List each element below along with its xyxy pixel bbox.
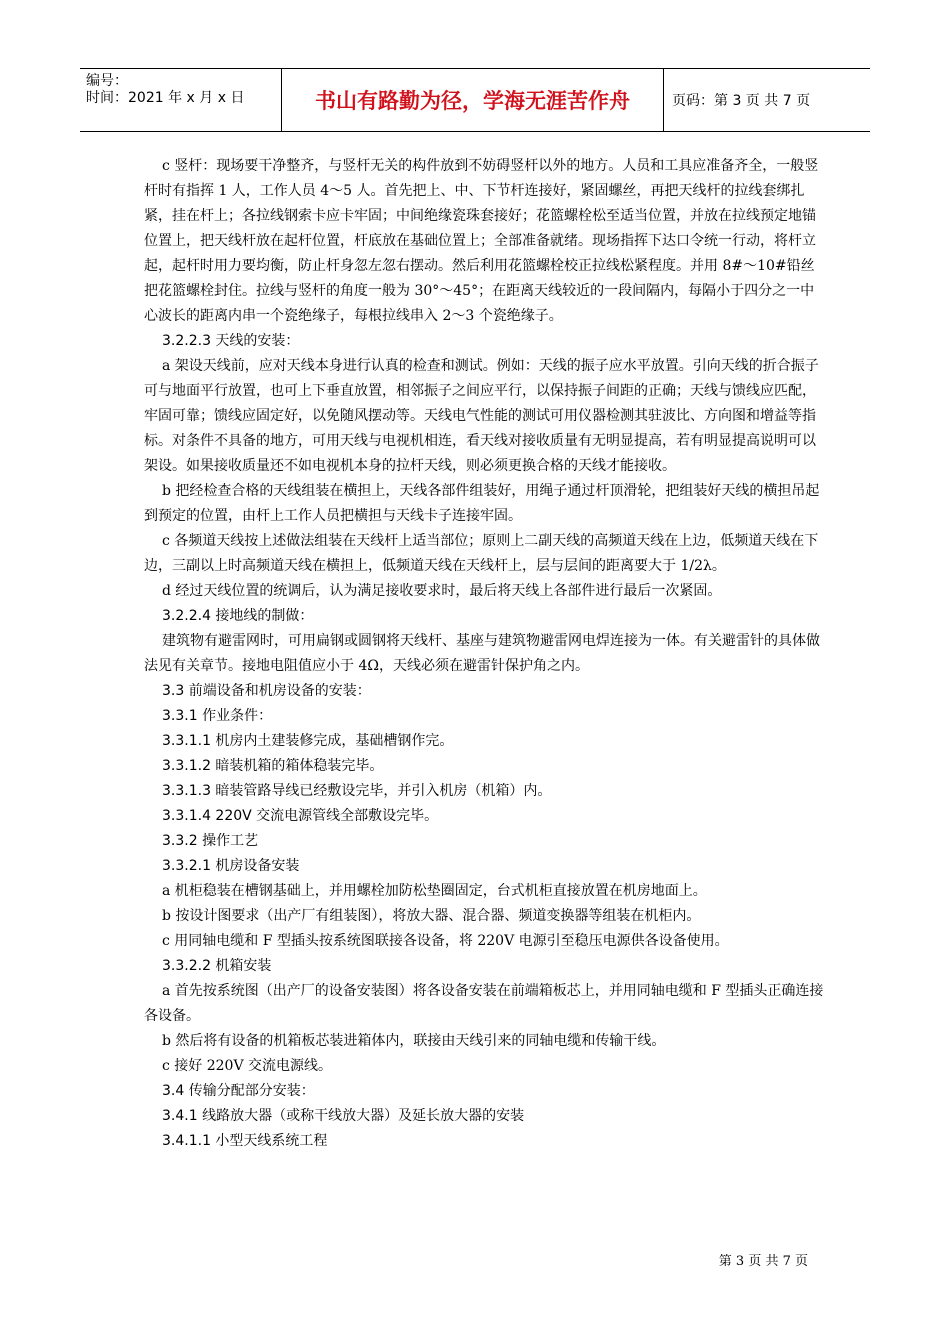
doc-number-label: 编号： bbox=[86, 73, 128, 89]
section-heading: 3.3.2.1 机房设备安装 bbox=[162, 858, 300, 874]
header-meta bbox=[80, 69, 282, 131]
section-heading: 3.4.1 线路放大器（或称干线放大器）及延长放大器的安装 bbox=[162, 1108, 525, 1124]
paragraph: b 把经检查合格的天线组装在横担上，天线各部件组装好，用绳子通过杆顶滑轮，把组装好天线的横担吊起到预定的位置，由杆上工作人员把横担与天线卡子连接牢固。 bbox=[144, 483, 820, 524]
paragraph: c 用同轴电缆和 F 型插头按系统图联接各设备，将 220V 电源引至稳压电源供各设备使用。 bbox=[162, 933, 729, 949]
header-motto: 书山有路勤为径，学海无涯苦作舟 bbox=[282, 69, 664, 131]
section-heading: 3.4 传输分配部分安装： bbox=[162, 1083, 315, 1099]
paragraph: 建筑物有避雷网时，可用扁钢或圆钢将天线杆、基座与建筑物避雷网电焊连接为一体。有关避雷针的具体做法见有关章节。接地电阻值应小于 4Ω，天线必须在避雷针保护角之内。 bbox=[144, 633, 820, 674]
section-heading: 3.3.1 作业条件： bbox=[162, 708, 273, 724]
section-heading: 3.2.2.3 天线的安装： bbox=[162, 333, 300, 349]
paragraph: b 按设计图要求（出产厂有组装图），将放大器、混合器、频道变换器等组装在机柜内。 bbox=[162, 908, 701, 924]
section-heading: 3.3.1.4 220V 交流电源管线全部敷设完毕。 bbox=[162, 808, 439, 824]
document-body bbox=[144, 154, 824, 1154]
paragraph: c 竖杆：现场要干净整齐，与竖杆无关的构件放到不妨碍竖杆以外的地方。人员和工具应准备齐全，一般竖杆时有指挥 1 人，工作人员 4～5 人。首先把上、中、下节杆连接好，紧固螺丝，再把天线杆的拉线套绑扎紧，挂在杆上；各拉线钢索卡应卡牢固；中间绝缘瓷珠套接好；花篮螺栓松至适当位置，并放在拉线预定地锚位置上，把天线杆放在起杆位置，杆底放在基础位置上；全部准备就绪。现场指挥下达口令统一行动，将杆立起，起杆时用力要均衡，防止杆身忽左忽右摆动。然后利用花篮螺栓校正拉线松紧程度。并用 8#～10#铅丝把花篮螺栓封住。拉线与竖杆的角度一般为 30°～45°；在距离天线较近的一段间隔内，每隔小于四分之一中心波长的距离内串一个瓷绝缘子，每根拉线串入 2～3 个瓷绝缘子。 bbox=[144, 158, 819, 324]
paragraph: d 经过天线位置的统调后，认为满足接收要求时，最后将天线上各部件进行最后一次紧固。 bbox=[162, 583, 722, 599]
section-heading: 3.3.2.2 机箱安装 bbox=[162, 958, 272, 974]
section-heading: 3.3.2 操作工艺 bbox=[162, 833, 259, 849]
section-heading: 3.3 前端设备和机房设备的安装： bbox=[162, 683, 371, 699]
paragraph: a 机柜稳装在槽钢基础上，并用螺栓加防松垫圈固定，台式机柜直接放置在机房地面上。 bbox=[162, 883, 707, 899]
header-page-info: 页码：第 3 页 共 7 页 bbox=[672, 93, 811, 109]
section-heading: 3.3.1.1 机房内土建装修完成，基础槽钢作完。 bbox=[162, 733, 454, 749]
paragraph: a 架设天线前，应对天线本身进行认真的检查和测试。例如：天线的振子应水平放置。引向天线的折合振子可与地面平行放置，也可上下垂直放置，相邻振子之间应平行，以保持振子间距的正确；天线与馈线应匹配，牢固可靠；馈线应固定好，以免随风摆动等。天线电气性能的测试可用仪器检测其驻波比、方向图和增益等指标。对条件不具备的地方，可用天线与电视机相连，看天线对接收质量有无明显提高，若有明显提高说明可以架设。如果接收质量还不如电视机本身的拉杆天线，则必须更换合格的天线才能接收。 bbox=[144, 358, 819, 474]
section-heading: 3.2.2.4 接地线的制做： bbox=[162, 608, 314, 624]
paragraph: b 然后将有设备的机箱板芯装进箱体内，联接由天线引来的同轴电缆和传输干线。 bbox=[162, 1033, 666, 1049]
paragraph: a 首先按系统图（出产厂的设备安装图）将各设备安装在前端箱板芯上，并用同轴电缆和 F 型插头正确连接各设备。 bbox=[144, 983, 824, 1024]
paragraph: c 接好 220V 交流电源线。 bbox=[162, 1058, 333, 1074]
doc-time-label: 时间：2021 年 x 月 x 日 bbox=[86, 90, 245, 106]
paragraph: c 各频道天线按上述做法组装在天线杆上适当部位；原则上二副天线的高频道天线在上边，低频道天线在下边，三副以上时高频道天线在横担上，低频道天线在天线杆上，层与层间的距离要大于 1/2λ。 bbox=[144, 533, 819, 574]
page-header bbox=[80, 68, 870, 132]
section-heading: 3.3.1.3 暗装管路导线已经敷设完毕，并引入机房（机箱）内。 bbox=[162, 783, 552, 799]
page-footer: 第 3 页 共 7 页 bbox=[718, 1254, 808, 1269]
section-heading: 3.3.1.2 暗装机箱的箱体稳装完毕。 bbox=[162, 758, 384, 774]
section-heading: 3.4.1.1 小型天线系统工程 bbox=[162, 1133, 328, 1149]
